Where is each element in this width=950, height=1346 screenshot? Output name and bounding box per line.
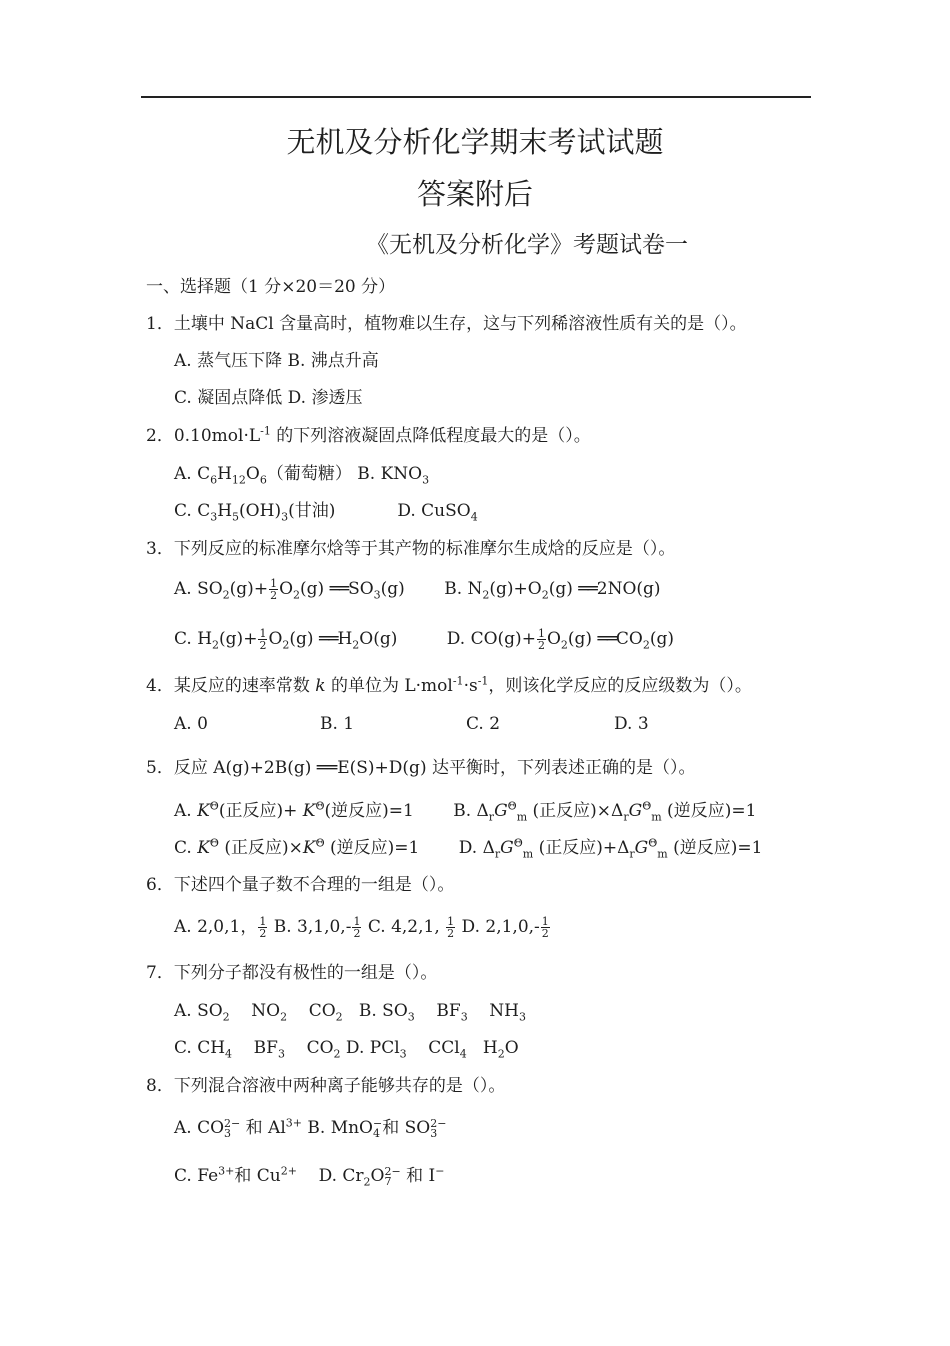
exam-subtitle: 答案附后 — [416, 177, 533, 211]
fraction-half: $\frac{1}{2}$ — [259, 627, 267, 652]
fraction-half: $\frac{1}{2}$ — [537, 627, 545, 652]
question-6: 6．下述四个量子数不合理的一组是（）。 — [146, 875, 455, 895]
fraction-half: $\frac{1}{2}$ — [353, 915, 361, 940]
question-8: 8．下列混合溶液中两种离子能够共存的是（）。 — [146, 1076, 506, 1096]
question-2: 2．$0.10mol\cdot L^{-1}$ 的下列溶液凝固点降低程度最大的是（）。 — [146, 424, 591, 446]
question-6-options: A. 2,0,1， $\frac{1}{2}$ B. 3,1,0,- $\frac{1}{2}$ C. 4,2,1, $\frac{1}{2}$ D. 2,1,0,- $\frac{1}{2}$ — [174, 915, 549, 940]
question-4-option-b: B. 1 — [320, 714, 355, 734]
fraction-half: $\frac{1}{2}$ — [447, 915, 455, 940]
fraction-half: $\frac{1}{2}$ — [259, 915, 267, 940]
top-rule — [141, 96, 811, 98]
question-1-options-ab: A. 蒸气压下降 B. 沸点升高 — [174, 351, 379, 371]
section-heading: 一、选择题（1 分×20＝20 分） — [146, 277, 396, 297]
question-4-option-c: C. 2 — [466, 714, 501, 734]
paper-title: 《无机及分析化学》考题试卷一 — [366, 232, 688, 258]
question-5-options-cd: C. $K^\Theta$ (正反应)$\times K^\Theta$ (逆反应)=1 D. $\Delta_rG^\Theta_m$ (正反应)$+\Delta_rG^\Theta_m$ (逆反应)=1 — [174, 836, 763, 861]
question-8-options-ab: A. CO 2− 3 和 $Al^{3+}$ B. MnO − 4 和 SO 2− 3 — [174, 1116, 447, 1140]
question-1: 1．土壤中 NaCl 含量高时，植物难以生存，这与下列稀溶液性质有关的是（）。 — [146, 314, 747, 334]
fraction-half: $\frac{1}{2}$ — [541, 915, 549, 940]
question-3: 3．下列反应的标准摩尔焓等于其产物的标准摩尔生成焓的反应是（）。 — [146, 539, 676, 559]
exam-title: 无机及分析化学期末考试试题 — [286, 125, 664, 159]
question-5-options-ab: A. $K^\Theta$(正反应)+ $K^\Theta$(逆反应)=1 B. $\Delta_rG^\Theta_m$ (正反应)$\times\Delta_rG^\Theta_m$ (逆反应)=1 — [174, 799, 757, 824]
question-3-options-ab: A. $SO_2(g)+$ $\frac{1}{2}$ $O_2(g)$ $══SO_3(g)$ B. $N_2(g)+O_2(g)$ ══2NO(g) — [174, 577, 661, 602]
question-4-option-d: D. 3 — [614, 714, 649, 734]
question-4: 4．某反应的速率常数 k 的单位为 $L\cdot mol^{-1}\cdot s^{-1}$，则该化学反应的反应级数为（）。 — [146, 674, 752, 696]
question-1-options-cd: C. 凝固点降低 D. 渗透压 — [174, 388, 363, 408]
question-3-options-cd: C. $H_2(g)+$ $\frac{1}{2}$ $O_2(g)$ $══H_2O(g)$ D. CO(g)+ $\frac{1}{2}$ $O_2(g)$ $══CO_2(g)$ — [174, 627, 675, 652]
question-7: 7．下列分子都没有极性的一组是（）。 — [146, 963, 438, 983]
question-4-option-a: A. 0 — [174, 714, 208, 734]
fraction-half: $\frac{1}{2}$ — [270, 577, 278, 602]
question-8-options-cd: C. $Fe^{3+}$和 $Cu^{2+}$ D. $Cr_2O$ 2− 7 和 I− — [174, 1164, 445, 1189]
question-2-options-ab: A. $C_6H_{12}O_6$（葡萄糖） B. $KNO_3$ — [174, 464, 430, 487]
question-5: 5．反应 A(g)+2B(g) ══E(S)+D(g) 达平衡时，下列表述正确的是（）。 — [146, 758, 696, 778]
question-7-options-ab: A. $SO_2$ $NO_2$ $CO_2$ B. $SO_3$ $BF_3$ $NH_3$ — [174, 1001, 527, 1024]
question-2-options-cd: C. $C_3H_5(OH)_3$(甘油) D. CuSO$_4$ — [174, 501, 478, 524]
question-7-options-cd: C. $CH_4$ $BF_3$ $CO_2$ D. PCl$_3$ CCl$_4$ $H_2O$ — [174, 1038, 519, 1061]
